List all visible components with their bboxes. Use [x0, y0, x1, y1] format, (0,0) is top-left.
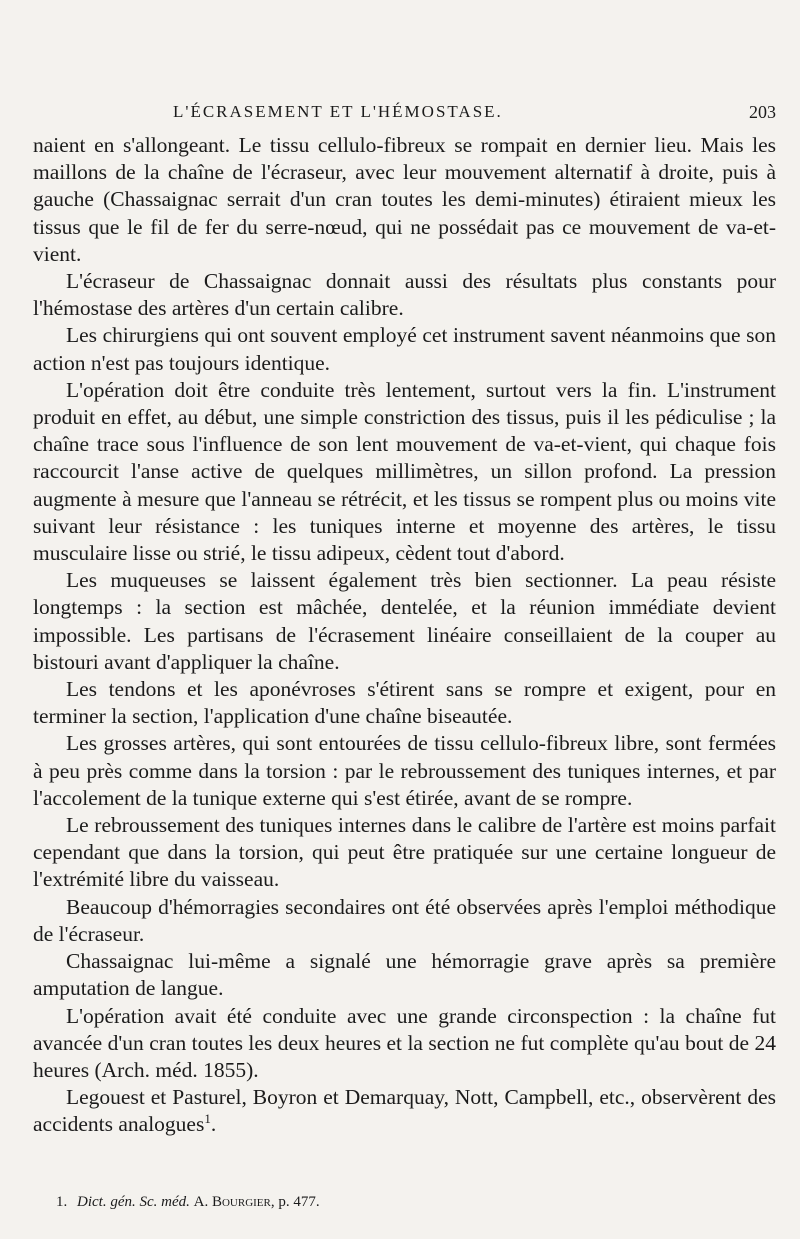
- paragraph-text: Legouest et Pasturel, Boyron et Demarquay, Nott, Campbell, etc., observèrent des accidents analogues: [33, 1085, 776, 1137]
- paragraph: L'opération avait été conduite avec une grande circonspection : la chaîne fut avancée d'un cran toutes les deux heures et la section ne fut complète qu'au bout de 24 heures (Arch. méd. 1855).: [33, 1003, 776, 1082]
- paragraph: Chassaignac lui-même a signalé une hémorragie grave après sa première amputation de langue.: [33, 949, 776, 1001]
- body-text: [33, 132, 776, 1139]
- paragraph: Les grosses artères, qui sont entourées de tissu cellulo-fibreux libre, sont fermées à peu près comme dans la torsion : par le rebroussement des tuniques internes, et par l'accolement de la tunique externe qui s'est étirée, avant de se rompre.: [33, 731, 776, 810]
- paragraph: Beaucoup d'hémorragies secondaires ont été observées après l'emploi méthodique de l'écraseur.: [33, 894, 776, 946]
- footnote-number: 1.: [56, 1194, 68, 1210]
- running-title: L'ÉCRASEMENT ET L'HÉMOSTASE.: [173, 102, 503, 121]
- page-number: 203: [749, 102, 776, 122]
- paragraph: Les muqueuses se laissent également très bien sectionner. La peau résiste longtemps : la section est mâchée, dentelée, et la réunion immédiate devient impossible. Les partisans de l'écrasement linéaire conseillaient de la couper au bistouri avant d'appliquer la chaîne.: [33, 568, 776, 674]
- footnote: [56, 1192, 756, 1212]
- footnote-marker: 1: [204, 1111, 211, 1127]
- footnote-page: , p. 477.: [270, 1194, 320, 1210]
- paragraph: L'écraseur de Chassaignac donnait aussi des résultats plus constants pour l'hémostase des artères d'un certain calibre.: [33, 269, 776, 321]
- paragraph: Le rebroussement des tuniques internes dans le calibre de l'artère est moins parfait cependant que dans la torsion, qui peut être pratiquée sur une certaine longueur de l'extrémité libre du vaisseau.: [33, 813, 776, 892]
- paragraph: naient en s'allongeant. Le tissu cellulo-fibreux se rompait en dernier lieu. Mais les maillons de la chaîne de l'écraseur, avec leur mouvement alternatif à droite, puis à gauche (Chassaignac serrait d'un cran toutes les demi-minutes) étiraient mieux les tissus que le fil de fer du serre-nœud, qui ne possédait pas ce mouvement de va-et-vient.: [33, 133, 776, 266]
- running-head: [33, 98, 776, 124]
- paragraph-with-footnote: Legouest et Pasturel, Boyron et Demarquay, Nott, Campbell, etc., observèrent des accidents analogues$^1$.: [33, 1085, 776, 1137]
- paragraph: L'opération doit être conduite très lentement, surtout vers la fin. L'instrument produit en effet, au début, une simple constriction des tissus, puis il les pédiculise ; la chaîne trace sous l'influence de son lent mouvement de va-et-vient, qui chaque fois raccourcit l'anse active de quelques millimètres, un sillon profond. La pression augmente à mesure que l'anneau se rétrécit, et les tissus se rompent plus ou moins vite suivant leur résistance : les tuniques interne et moyenne des artères, le tissu musculaire lisse ou strié, le tissu adipeux, cèdent tout d'abord.: [33, 377, 776, 566]
- paragraph: Les tendons et les aponévroses s'étirent sans se rompre et exigent, pour en terminer la section, l'application d'une chaîne biseautée.: [33, 677, 776, 729]
- paragraph: Les chirurgiens qui ont souvent employé cet instrument savent néanmoins que son action n'est pas toujours identique.: [33, 323, 776, 375]
- footnote-author: A. Bourgier: [193, 1194, 271, 1210]
- footnote-source: Dict. gén. Sc. méd.: [77, 1194, 190, 1210]
